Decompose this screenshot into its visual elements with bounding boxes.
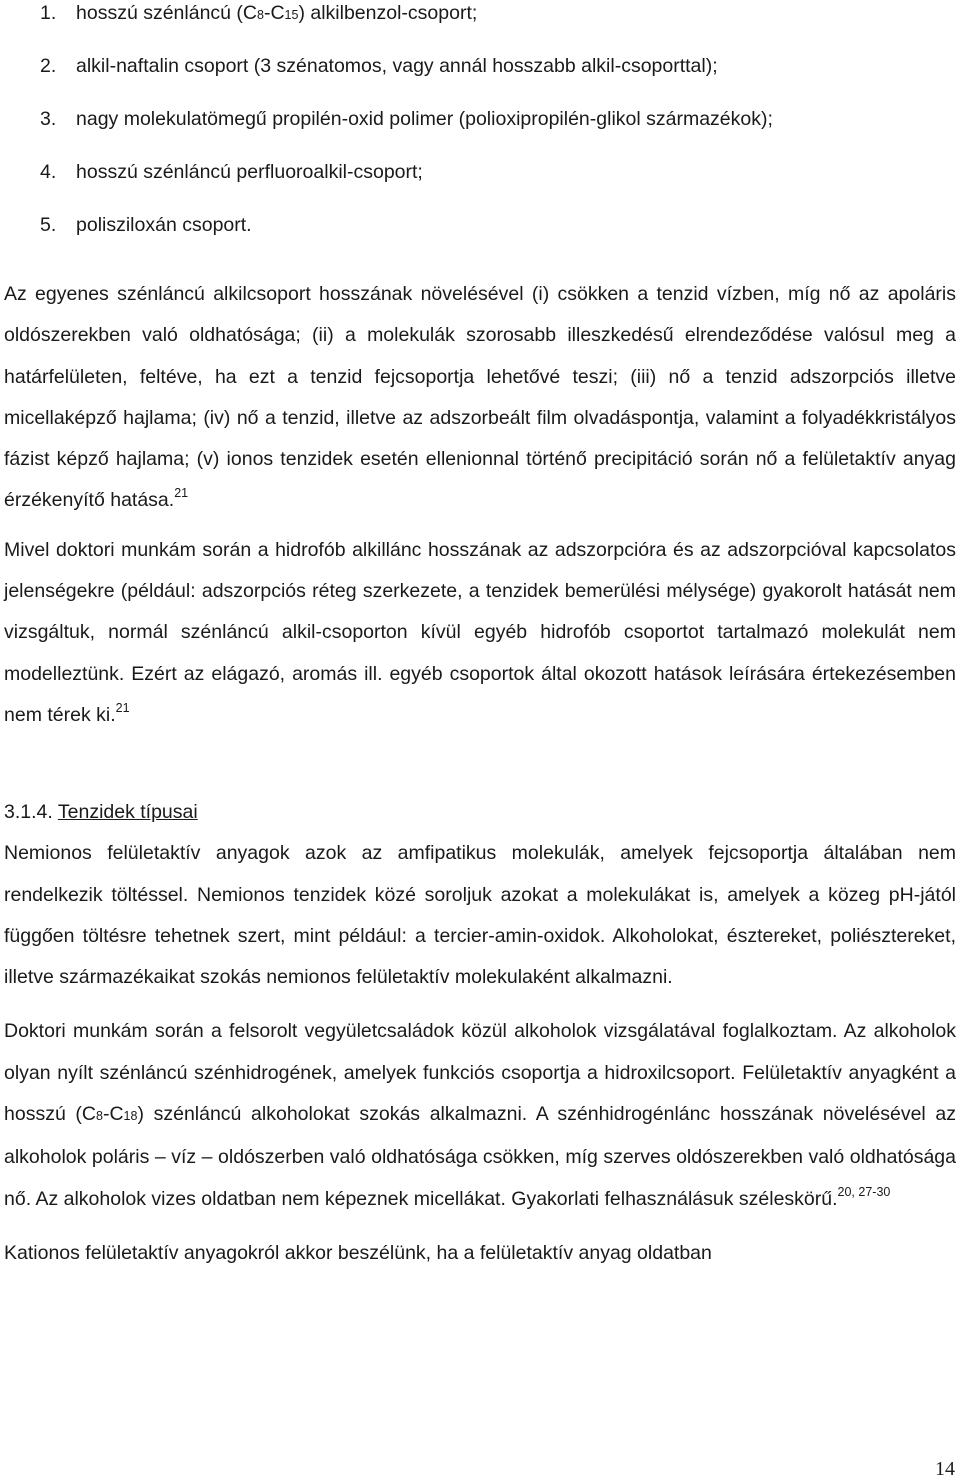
list-number: 1.: [40, 2, 57, 24]
paragraph-alcohols: Doktori munkám során a felsorolt vegyületcsaládok közül alkoholok vizsgálatával foglalkoztam. Az alkoholok olyan nyílt szénláncú szénhidrogének, amelyek funkciós csoportja a hidroxilcsoport. Felületaktív anyagként a hosszú (C8-C18) szénláncú alkoholokat szokás alkalmazni. A szénhidrogénlánc hosszának növelésével az alkoholok poláris – víz – oldószerben való oldhatósága csökken, míg szerves oldószerekben való oldhatósága nő. Az alkoholok vizes oldatban nem képeznek micellákat. Gyakorlati felhasználásuk széleskörű.$^{20, 27-30}$: [4, 1020, 956, 1210]
section-number: 3.1.4.: [4, 801, 53, 824]
citation-ref: 20, 27-30: [837, 1184, 891, 1199]
list-text: nagy molekulatömegű propilén-oxid polimer (polioxipropilén-glikol származékok);: [76, 108, 773, 130]
list-text: alkil-naftalin csoport (3 szénatomos, vagy annál hosszabb alkil-csoporttal);: [76, 55, 718, 77]
citation-ref: 21: [115, 700, 130, 715]
list-item: [4, 157, 956, 210]
list-number: 2.: [40, 55, 57, 77]
list-text: hosszú szénláncú perfluoroalkil-csoport;: [76, 161, 423, 183]
list-item: [4, 51, 956, 104]
paragraph-scope: Mivel doktori munkám során a hidrofób alkillánc hosszának az adszorpcióra és az adszorpcióval kapcsolatos jelenségekre (például: adszorpciós réteg szerkezete, a tenzidek bemerülési mélysége) gyakorolt hatását nem vizsgáltuk, normál szénláncú alkil-csoporton kívül egyéb hidrofób csoportot tartalmazó molekulát nem modelleztünk. Ezért az elágazó, aromás ill. egyéb csoportok által okozott hatások leírására értekezésemben nem térek ki.$^{21}$: [4, 538, 956, 726]
page-number: 14: [935, 1458, 955, 1480]
section-title: Tenzidek típusai: [57, 801, 198, 824]
list-number: 5.: [40, 214, 57, 236]
list-number: 4.: [40, 161, 57, 183]
paragraph-cationic: Kationos felületaktív anyagokról akkor beszélünk, ha a felületaktív anyag oldatban: [4, 1241, 712, 1264]
list-text: polisziloxán csoport.: [76, 214, 252, 236]
list-item: [4, 104, 956, 157]
list-item: [4, 0, 956, 51]
list-item: [4, 210, 956, 263]
list-text: hosszú szénláncú (C8-C15) alkilbenzol-csoport;: [76, 2, 478, 24]
paragraph-nonionic: Nemionos felületaktív anyagok azok az amfipatikus molekulák, amelyek fejcsoportja általában nem rendelkezik töltéssel. Nemionos tenzidek közé soroljuk azokat a molekulákat is, amelyek a közeg pH-jától függően töltésre tehetnek szert, mint például: a tercier-amin-oxidok. Alkoholokat, észtereket, poliésztereket, illetve származékaikat szokás nemionos felületaktív molekulaként alkalmazni.: [4, 842, 956, 989]
list-number: 3.: [40, 108, 57, 130]
citation-ref: 21: [174, 486, 189, 501]
substituent-list: [4, 0, 956, 263]
section-heading: [4, 792, 956, 833]
paragraph-alkyl-chain-effects: Az egyenes szénláncú alkilcsoport hosszának növelésével (i) csökken a tenzid vízben, míg nő az apoláris oldószerekben való oldhatósága; (ii) a molekulák szorosabb illeszkedésű elrendeződése valósul meg a határfelületen, feltéve, ha ezt a tenzid fejcsoportja lehetővé teszi; (iii) nő a tenzid adszorpciós illetve micellaképző hajlama; (iv) nő a tenzid, illetve az adszorbeált film olvadáspontja, valamint a folyadékkristályos fázist képző hajlama; (v) ionos tenzidek esetén ellenionnal történő precipitáció során nő a felületaktív anyag érzékenyítő hatása.$^{21}$: [4, 283, 956, 512]
